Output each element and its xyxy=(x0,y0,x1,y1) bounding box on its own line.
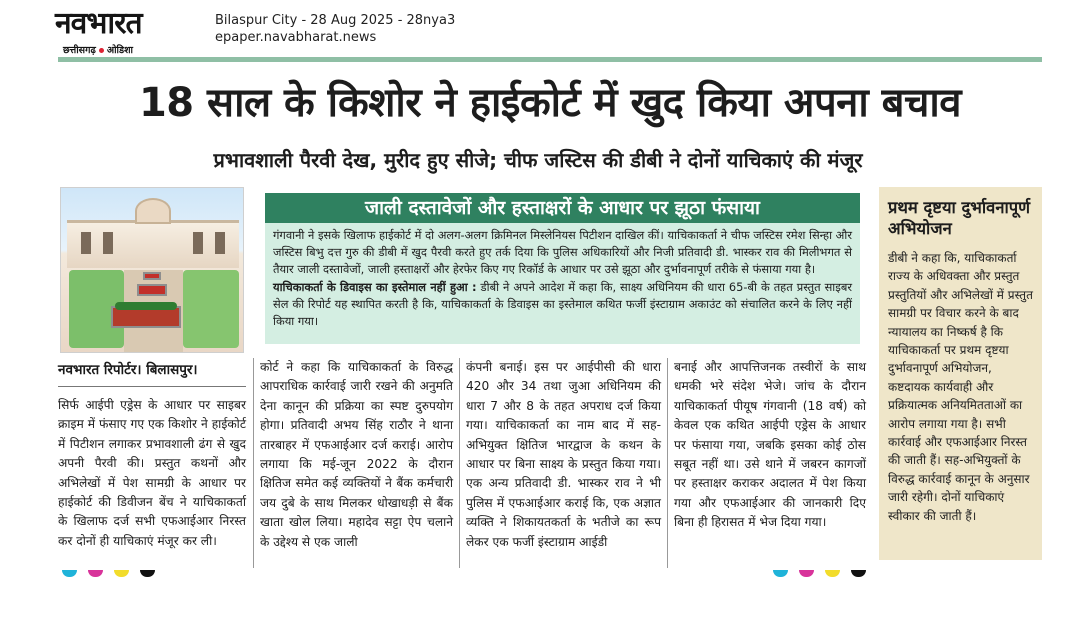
subheadline: प्रभावशाली पैरवी देख, मुरीद हुए सीजे; चीफ जस्टिस की डीबी ने दोनों याचिकाएं की मंजूर xyxy=(213,148,863,172)
inset-paragraph-text: डीबी ने अपने आदेश में कहा कि, साक्ष्य अधिनियम की धारा 65-बी के तहत प्रस्तुत साइबर सेल की रिपोर्ट यह स्थापित करती है कि, याचिकाकर्ता के डिवाइस का इस्तेमाल कथित फर्जी इंस्टाग्राम अकाउंट को संचालित करने के लिए नहीं किया गया। xyxy=(273,279,852,329)
window-shape xyxy=(215,232,225,254)
article-column-2: कोर्ट ने कहा कि याचिकाकर्ता के विरुद्ध आपराधिक कार्रवाई जारी रखने की अनुमति देना कानून की प्रक्रिया का स्पष्ट दुरुपयोग होगा। प्रतिवादी अभय सिंह राठौर ने थाना तारबाहर में एफआईआर दर्ज कराई। आरोप लगाया कि मई-जून 2022 के दौरान क्षितिज समेत कई व्यक्तियों ने बैंक कर्मचारी जय दुबे के साथ मिलकर धोखाधड़ी से बैंक खाता खोल लिया। महादेव सट्टा ऐप चलाने के उद्देश्य से एक जाली xyxy=(260,360,453,549)
high-court-photo xyxy=(60,187,244,353)
yellow-mark-icon xyxy=(114,570,129,577)
flowerbed-shape xyxy=(143,272,161,280)
logo-wordmark: नवभारत xyxy=(55,6,142,41)
sidebar-box xyxy=(879,187,1042,560)
inset-subhead: याचिकाकर्ता के डिवाइस का इस्तेमाल नहीं हुआ : xyxy=(273,279,477,294)
registration-marks-left xyxy=(62,570,155,580)
cyan-mark-icon xyxy=(773,570,788,577)
byline: नवभारत रिपोर्टर। बिलासपुर। xyxy=(58,362,198,378)
flowerbed-shape xyxy=(137,284,167,296)
article-column-4: बनाई और आपत्तिजनक तस्वीरों के साथ धमकी भरे संदेश भेजे। जांच के दौरान याचिकाकर्ता पीयूष गंगवानी (18 वर्ष) को केवल एक कथित आईपी एड्रेस के आधार पर फंसाया गया, जबकि इसका कोई ठोस सबूत नहीं था। उसे थाने में जबरन कागजों पर हस्ताक्षर कराकर अदालत में पेश किया गया और एफआईआर की जानकारी दिए बिना ही हिरासत में भेज दिया गया। xyxy=(674,360,866,530)
inset-heading: जाली दस्तावेजों और हस्ताक्षरों के आधार पर झूठा फंसाया xyxy=(265,193,860,223)
building-shape xyxy=(67,220,239,268)
logo-subtitle xyxy=(63,43,133,56)
byline-divider xyxy=(58,386,246,387)
yellow-mark-icon xyxy=(825,570,840,577)
column-divider xyxy=(459,358,460,568)
cyan-mark-icon xyxy=(62,570,77,577)
hedge-shape xyxy=(115,302,177,310)
site-link[interactable]: epaper.navabharat.news xyxy=(215,30,377,45)
window-shape xyxy=(193,232,203,254)
lawn-shape xyxy=(183,270,239,348)
magenta-mark-icon xyxy=(88,570,103,577)
column-divider xyxy=(253,358,254,568)
edition-info xyxy=(215,12,455,46)
window-shape xyxy=(81,232,91,254)
black-mark-icon xyxy=(851,570,866,577)
newspaper-logo xyxy=(55,6,205,58)
article-column-3: कंपनी बनाई। इस पर आईपीसी की धारा 420 और 34 तथा जुआ अधिनियम की धारा 7 और 8 के तहत अपराध दर्ज किया गया। याचिकाकर्ता का नाम बाद में सह-अभियुक्त क्षितिज भारद्वाज के कथन के आधार पर बिना साक्ष्य के प्रस्तुत किया गया। एक अन्य प्रतिवादी डी. भास्कर राव ने भी पुलिस में एफआईआर कराई कि, एक अज्ञात व्यक्ति ने शिकायतकर्ता के भतीजे का रूप लेकर एक फर्जी इंस्टाग्राम आईडी xyxy=(466,360,661,549)
registration-marks-right xyxy=(773,570,866,580)
edition-line: Bilaspur City - 28 Aug 2025 - 28nya3 xyxy=(215,13,456,28)
sidebar-title: प्रथम दृष्टया दुर्भावनापूर्ण अभियोजन xyxy=(888,198,1031,238)
masthead-divider xyxy=(58,57,1042,62)
magenta-mark-icon xyxy=(799,570,814,577)
inset-paragraph-2 xyxy=(273,279,852,331)
sidebar-text: डीबी ने कहा कि, याचिकाकर्ता राज्य के अधिवक्ता और प्रस्तुत प्रस्तुतियों और अभिलेखों में प्रस्तुत सामग्री पर विचार करने के बाद न्यायालय का निष्कर्ष है कि याचिकाकर्ता पर प्रथम दृष्टया दुर्भावनापूर्ण अभियोजन, कष्टदायक कार्यवाही और प्रक्रियात्मक अनियमितताओं का आरोप लगाया गया है। सभी कार्रवाई और एफआईआर निरस्त की जाती हैं। सह-अभियुक्तों के विरुद्ध कार्रवाई कानून के अनुसार जारी रहेगी। दोनों याचिकाएं स्वीकार की जाती हैं। xyxy=(888,251,1033,523)
logo-sub-left: छत्तीसगढ़ xyxy=(63,45,96,56)
dome-shape xyxy=(135,198,171,224)
dot-icon xyxy=(99,48,104,53)
inset-paragraph: गंगवानी ने इसके खिलाफ हाईकोर्ट में दो अलग-अलग क्रिमिनल मिस्लेनियस पिटीशन दाखिल कीं। याचिकाकर्ता ने चीफ जस्टिस रमेश सिन्हा और जस्टिस बिभु दत्त गुरु की डीबी में खुद पैरवी करते हुए तर्क दिया कि पुलिस अधिकारियों और निजी प्रतिवादी डी. भास्कर राव की मिलीभगत से तैयार जाली दस्तावेजों, जाली हस्ताक्षरों और हेरफेर किए गए रिकॉर्ड के आधार पर उसे झूठा और दुर्भावनापूर्ण तरीके से फंसाया गया है। xyxy=(273,228,852,277)
article-column-1: सिर्फ आईपी एड्रेस के आधार पर साइबर क्राइम में फंसाए गए एक किशोर ने हाईकोर्ट में पिटीशन लगाकर प्रभावशाली ढंग से खुद अपनी पैरवी की। प्रस्तुत कथनों और अभिलेखों में पेश सामग्री के आधार पर हाईकोर्ट की डिवीजन बेंच ने याचिकाकर्ता के खिलाफ दर्ज सभी एफआईआर निरस्त कर दोनों ही याचिकाएं मंजूर कर ली। xyxy=(58,398,246,548)
logo-sub-right: ओडिशा xyxy=(106,45,133,56)
inset-body xyxy=(265,223,860,344)
column-divider xyxy=(667,358,668,568)
headline: 18 साल के किशोर ने हाईकोर्ट में खुद किया अपना बचाव xyxy=(138,80,962,126)
window-shape xyxy=(103,232,113,254)
black-mark-icon xyxy=(140,570,155,577)
